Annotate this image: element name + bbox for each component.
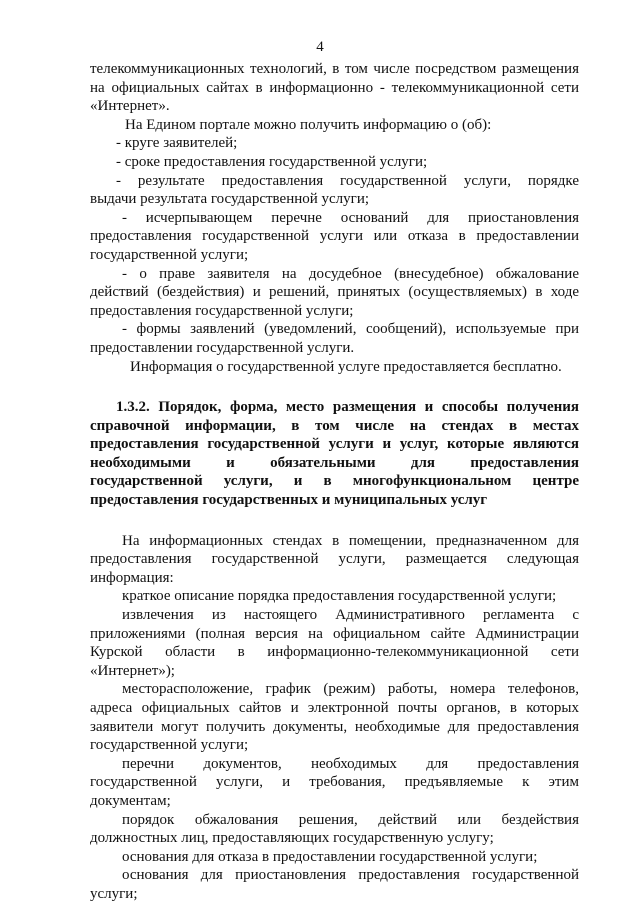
list-item-cont: предоставления государственной услуги или отказа в предоставлении — [90, 228, 579, 245]
paragraph-portal — [90, 116, 579, 376]
list-item-cont: заявители могут получить документы, необходимые для предоставления — [90, 718, 579, 735]
section-heading — [90, 398, 579, 510]
heading-line: государственной услуги, и в многофункциональном центре — [90, 473, 579, 490]
list-item: извлечения из настоящего Административного регламента с — [122, 607, 579, 624]
list-item-cont: государственной услуги; — [90, 737, 249, 754]
heading-line: предоставления государственных и муниципальных услуг — [90, 492, 488, 509]
list-item-cont: «Интернет»); — [90, 662, 175, 679]
list-item: основания для приостановления предоставления государственной — [122, 867, 579, 884]
list-item: месторасположение, график (режим) работы, номера телефонов, — [122, 681, 579, 698]
heading-line: 1.3.2. Порядок, форма, место размещения и способы получения — [116, 399, 579, 416]
text-line: «Интернет». — [90, 98, 170, 115]
list-item: - результате предоставления государственной услуги, порядке — [116, 172, 579, 189]
paragraph-stands — [90, 532, 579, 904]
list-item: - сроке предоставления государственной услуги; — [116, 153, 428, 170]
portal-intro: На Едином портале можно получить информацию о (об): — [125, 116, 492, 133]
list-item: перечни документов, необходимых для предоставления — [122, 755, 579, 772]
list-item-cont: выдачи результата государственной услуги; — [90, 191, 370, 208]
page-body — [90, 60, 579, 904]
heading-line: справочной информации, в том числе на стендах в местах — [90, 417, 579, 434]
list-item-cont: государственной услуги; — [90, 246, 249, 263]
list-item-cont: услуги; — [90, 885, 138, 902]
heading-line: необходимыми и обязательными для предоставления — [90, 454, 579, 471]
list-item-cont: предоставления государственной услуги; — [90, 302, 354, 319]
list-item-cont: приложениями (полная версия на официальном сайте Администрации — [90, 625, 579, 642]
list-item: - формы заявлений (уведомлений, сообщений), используемые при — [122, 321, 579, 338]
list-item-cont: государственной услуги, и требования, предъявляемые к этим — [90, 774, 579, 791]
text-line: телекоммуникационных технологий, в том числе посредством размещения — [90, 61, 579, 77]
list-item: - исчерпывающем перечне оснований для приостановления — [122, 209, 579, 226]
list-item: порядок обжалования решения, действий или бездействия — [122, 811, 579, 828]
list-item: основания для отказа в предоставлении государственной услуги; — [122, 848, 538, 865]
list-item: краткое описание порядка предоставления государственной услуги; — [122, 588, 557, 605]
list-item-cont: должностных лиц, предоставляющих государственную услугу; — [90, 830, 494, 847]
free-info: Информация о государственной услуге предоставляется бесплатно. — [130, 358, 562, 375]
list-item: - о праве заявителя на досудебное (внесудебное) обжалование — [122, 265, 579, 282]
text-line: на официальных сайтах в информационно - телекоммуникационной сети — [90, 79, 579, 96]
list-item-cont: действий (бездействия) и решений, принятых (осуществляемых) в ходе — [90, 284, 579, 301]
list-item-cont: документам; — [90, 792, 171, 809]
list-item-cont: адреса официальных сайтов и электронной почты органов, в которых — [90, 700, 579, 716]
text-line: предоставления государственной услуги, размещается следующая — [90, 551, 579, 568]
list-item: - круге заявителей; — [116, 135, 238, 152]
text-line: На информационных стендах в помещении, предназначенном для — [122, 532, 579, 549]
list-item-cont: предоставлении государственной услуги. — [90, 339, 355, 356]
list-item-cont: Курской области в информационно-телекоммуникационной сети — [90, 644, 579, 661]
page-number: 4 — [316, 39, 324, 55]
text-line: информация: — [90, 569, 174, 586]
heading-line: предоставления государственной услуги и услуг, которые являются — [90, 436, 579, 453]
paragraph-channels — [90, 60, 579, 116]
